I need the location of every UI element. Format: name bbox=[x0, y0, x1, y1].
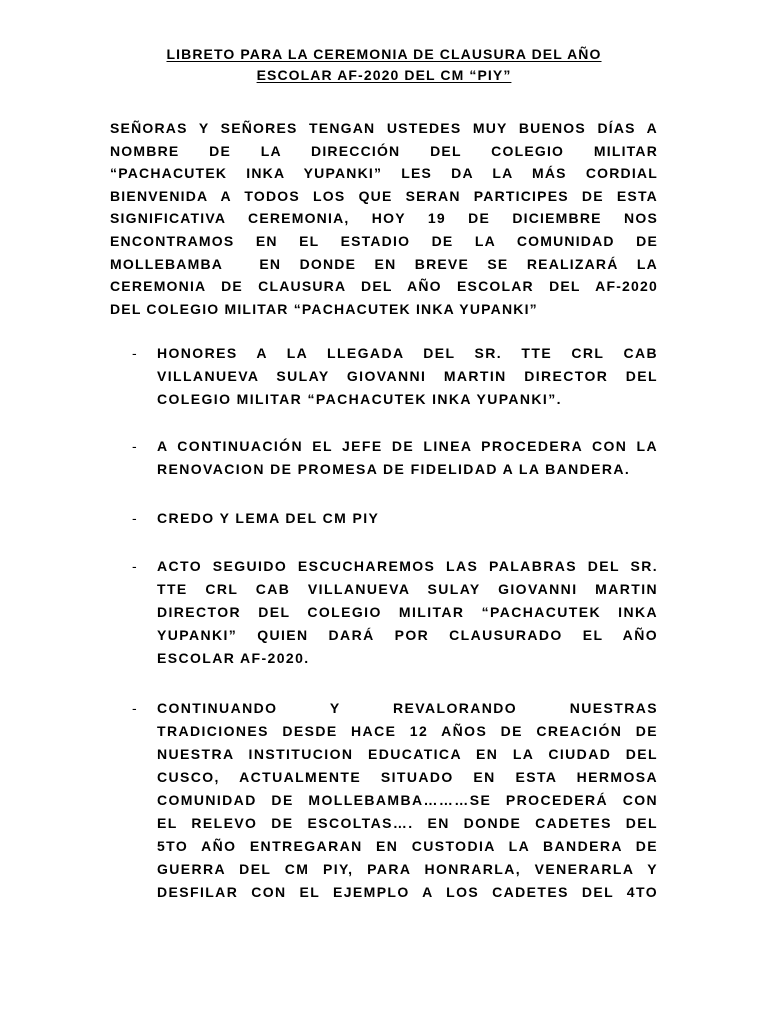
program-item-text bbox=[157, 507, 658, 530]
intro-line: SEÑORAS Y SEÑORES TENGAN USTEDES MUY BUENOS DÍAS A bbox=[110, 120, 658, 136]
item-line: HONORES A LA LLEGADA DEL SR. TTE CRL CAB bbox=[157, 345, 658, 361]
item-line: COMUNIDAD DE MOLLEBAMBA………SE PROCEDERÁ CON bbox=[157, 792, 658, 808]
item-line: CONTINUANDO Y REVALORANDO NUESTRAS bbox=[157, 700, 658, 716]
item-line: TTE CRL CAB VILLANUEVA SULAY GIOVANNI MARTIN bbox=[157, 581, 658, 597]
item-line: YUPANKI” QUIEN DARÁ POR CLAUSURADO EL AÑO bbox=[157, 627, 658, 643]
program-item-text bbox=[157, 342, 658, 411]
bullet-marker: - bbox=[132, 558, 137, 574]
intro-line: “PACHACUTEK INKA YUPANKI” LES DA LA MÁS CORDIAL bbox=[110, 165, 658, 182]
item-line: ACTO SEGUIDO ESCUCHAREMOS LAS PALABRAS DEL SR. bbox=[157, 558, 658, 574]
program-item-text bbox=[157, 697, 658, 904]
title-line: ESCOLAR AF-2020 DEL CM “PIY” bbox=[256, 67, 512, 83]
item-line: CUSCO, ACTUALMENTE SITUADO EN ESTA HERMOSA bbox=[157, 769, 658, 785]
item-line: COLEGIO MILITAR “PACHACUTEK INKA YUPANKI”. bbox=[157, 391, 562, 407]
item-line: A CONTINUACIÓN EL JEFE DE LINEA PROCEDERA CON LA bbox=[157, 438, 658, 454]
item-line: TRADICIONES DESDE HACE 12 AÑOS DE CREACIÓN DE bbox=[157, 723, 658, 739]
item-line: EL RELEVO DE ESCOLTAS…. EN DONDE CADETES DEL bbox=[157, 815, 658, 831]
intro-line: DEL COLEGIO MILITAR “PACHACUTEK INKA YUPANKI” bbox=[110, 300, 538, 317]
intro-line: ENCONTRAMOS EN EL ESTADIO DE LA COMUNIDAD DE bbox=[110, 232, 658, 249]
intro-line: SIGNIFICATIVA CEREMONIA, HOY 19 DE DICIEMBRE NOS bbox=[110, 210, 658, 227]
program-item-text bbox=[157, 555, 658, 670]
item-line: ESCOLAR AF-2020. bbox=[157, 650, 310, 666]
item-line: RENOVACION DE PROMESA DE FIDELIDAD A LA BANDERA. bbox=[157, 461, 631, 477]
item-line: DESFILAR CON EL EJEMPLO A LOS CADETES DEL 4TO bbox=[157, 884, 658, 900]
item-line: DIRECTOR DEL COLEGIO MILITAR “PACHACUTEK INKA bbox=[157, 604, 658, 620]
bullet-marker: - bbox=[132, 438, 137, 454]
intro-line: BIENVENIDA A TODOS LOS QUE SERAN PARTICIPES DE ESTA bbox=[110, 187, 658, 204]
item-line: 5TO AÑO ENTREGARAN EN CUSTODIA LA BANDERA DE bbox=[157, 838, 658, 854]
title-line: LIBRETO PARA LA CEREMONIA DE CLAUSURA DEL AÑO bbox=[166, 46, 602, 62]
document-title bbox=[100, 44, 668, 86]
item-line: GUERRA DEL CM PIY, PARA HONRARLA, VENERARLA Y bbox=[157, 861, 658, 877]
program-item-text bbox=[157, 435, 658, 481]
bullet-marker: - bbox=[132, 700, 137, 716]
intro-line: CEREMONIA DE CLAUSURA DEL AÑO ESCOLAR DEL AF-2020 bbox=[110, 278, 658, 295]
item-line: CREDO Y LEMA DEL CM PIY bbox=[157, 510, 380, 526]
item-line: VILLANUEVA SULAY GIOVANNI MARTIN DIRECTOR DEL bbox=[157, 368, 658, 384]
item-line: NUESTRA INSTITUCION EDUCATICA EN LA CIUDAD DEL bbox=[157, 746, 658, 762]
intro-line: NOMBRE DE LA DIRECCIÓN DEL COLEGIO MILITAR bbox=[110, 142, 658, 159]
intro-paragraph bbox=[110, 117, 658, 320]
bullet-marker: - bbox=[132, 510, 137, 526]
bullet-marker: - bbox=[132, 345, 137, 361]
intro-line: MOLLEBAMBA EN DONDE EN BREVE SE REALIZARÁ LA bbox=[110, 255, 658, 272]
